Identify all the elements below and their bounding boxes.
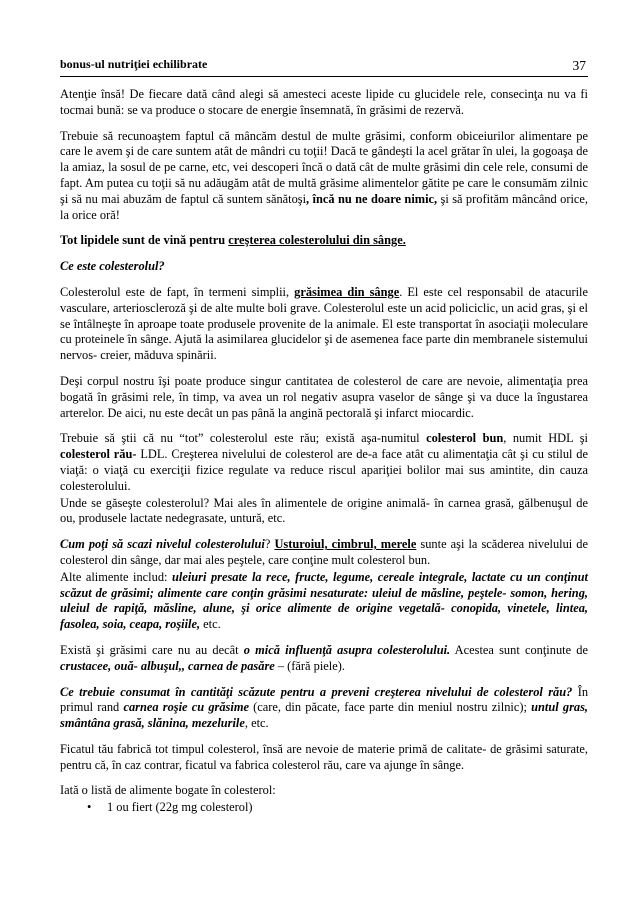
paragraph	[60, 233, 588, 249]
text-run: Ce este colesterolul?	[60, 259, 165, 274]
text-run: Ficatul tău fabrică tot timpul colesterol, însă are nevoie de materie primă de calitate- de grăsimi saturate, pentru că, în caz contrar, ficatul va fabrica colesterol rău, care va ajunge în sânge.	[60, 741, 588, 772]
list-item-text: 1 ou fiert (22g mg colesterol)	[107, 800, 253, 815]
text-run: Unde se găseşte colesterolul? Mai ales în alimentele de origine animală- în carnea grasă, gălbenuşul de ou, produsele lactate nedegrasate, untură, etc.	[60, 495, 588, 526]
text-run: colesterol bun	[426, 431, 504, 446]
text-run: grăsimea din sânge	[294, 284, 400, 299]
text-run: Atenţie însă! De fiecare dată când alegi să amesteci aceste lipide cu glucidele rele, consecinţa nu va fi tocmai bună: se va produce o stocare de energie însemnată, în grăsimi de rezervă.	[60, 87, 588, 117]
cholesterol-food-list	[60, 800, 588, 816]
text-run: creşterea colesterolului din sânge.	[228, 233, 406, 248]
text-run: ?	[264, 537, 275, 552]
paragraph	[60, 129, 588, 224]
subheading	[60, 259, 588, 275]
text-run: , încă nu ne doare nimic,	[306, 191, 438, 206]
paragraph	[60, 374, 588, 421]
text-run: carnea roşie cu grăsime	[123, 700, 249, 715]
text-run: Deşi corpul nostru îşi poate produce singur cantitatea de colesterol de care are nevoie, alimentaţia prea bogată în grăsimi rele, în timp, va avea un rol negativ asupra vaselor de sânge şi va duce la îngustarea arterelor. De aici, nu este decât un pas până la angină pectorală şi infarct miocardic.	[60, 373, 588, 420]
text-run: etc.	[200, 617, 221, 632]
text-run: untul gras, smântâna grasă, slănina, mezelurile	[60, 700, 589, 731]
paragraph	[60, 87, 588, 119]
text-run: Tot lipidele sunt de vină pentru	[60, 233, 229, 248]
paragraph	[60, 285, 588, 364]
paragraph	[60, 643, 588, 675]
text-run: Există şi grăsimi care nu au decât	[60, 642, 244, 657]
text-run: , etc.	[244, 716, 269, 731]
running-title: bonus-ul nutriţiei echilibrate	[60, 57, 208, 72]
text-run: uleiuri presate la rece, fructe, legume, cereale integrale, lactate cu un conţinut scăzut de grăsimi; alimente care conţin grăsimi nesaturate: uleiul de măsline, peştele- somon, hering, uleiul de rapiţă, măsline, alune, şi orice alimente de origine vegetală- conopida, vinetele, lintea, fasolea, soia, ceapa, roşiile,	[60, 569, 588, 632]
text-run: şi să profităm mâncând orice, la orice oră!	[60, 191, 588, 222]
text-run: LDL. Creşterea nivelului de colesterol are de-a face atât cu alimentaţia cât şi cu stilul de viaţă: o viaţă cu exerciţii fizice regulate va reduce riscul apariţiei bolilor mai sus amintite, din cauza colesterolului.	[60, 447, 588, 493]
paragraph	[60, 685, 588, 732]
text-run: colesterol rău-	[60, 447, 137, 462]
text-run: În primul rand	[60, 684, 589, 715]
text-run: , numit HDL şi	[503, 431, 588, 446]
text-run: Usturoiul, cimbrul, merele	[274, 537, 417, 552]
text-run: Colesterolul este de fapt, în termeni simplii,	[60, 284, 295, 299]
text-run: sunte aşi la scăderea nivelului de colesterol din sânge, dar mai ales peştele, care conţine mult colesterol bun.	[60, 537, 589, 567]
paragraph	[60, 570, 588, 633]
text-run: Iată o listă de alimente bogate în colesterol:	[60, 783, 276, 798]
page-number: 37	[572, 58, 586, 74]
paragraph	[60, 783, 588, 799]
text-run: Ce trebuie consumat în cantităţi scăzute pentru a preveni creşterea nivelului de colesterol rău?	[60, 684, 573, 699]
body-text	[60, 87, 588, 799]
text-run: – (fără piele).	[274, 658, 345, 673]
paragraph	[60, 431, 588, 494]
list-item	[87, 800, 588, 816]
bullet-icon: •	[87, 800, 92, 815]
paragraph	[60, 537, 588, 569]
text-run: crustacee, ouă- albuşul,, carnea de pasăre	[60, 658, 275, 673]
text-run: Alte alimente includ:	[60, 569, 172, 584]
text-run: Cum poţi să scazi nivelul colesterolului	[60, 537, 265, 552]
paragraph	[60, 742, 588, 774]
paragraph	[60, 496, 588, 528]
text-run: . El este cel responsabil de atacurile vasculare, arterioscleroză şi de alte multe boli grave. Colesterolul este un acid policiclic, un acid gras, şi el se întâlneşte în aproape toate produsele provenite de la animale. El este transportat în asociaţii moleculare cu proteinele în sânge. Ajută la asimilarea glucidelor şi de asemenea face parte din membranele sistemului nervos- creier, măduva spinării.	[60, 284, 588, 363]
text-run: Acestea sunt conţinute de	[450, 642, 588, 657]
text-run: (care, din păcate, face parte din meniul nostru zilnic);	[248, 700, 532, 715]
text-run: Trebuie să ştii că nu “tot” colesterolul este rău; există aşa-numitul	[60, 431, 427, 446]
text-run: o mică influenţă asupra colesterolului.	[243, 642, 451, 657]
text-run: Trebuie să recunoaştem faptul că mâncăm destul de multe grăsimi, conform obiceiurilor alimentare pe care le avem şi de care suntem atât de mândri cu toţii! Dacă te gândeşti la acel grătar în ulei, la gogoaşa de la amiaz, la sosul de pe carne, etc, vei descoperi încă o dată cât de multe grăsimi din cele rele, consumi de fapt. Am putea cu toţii să nu adăugăm atât de multă grăsime alimentelor gătite pe care le consumăm zilnic şi să nu mai abuzăm de faptul că suntem sănătoşi	[60, 128, 588, 206]
page-header	[60, 58, 588, 77]
